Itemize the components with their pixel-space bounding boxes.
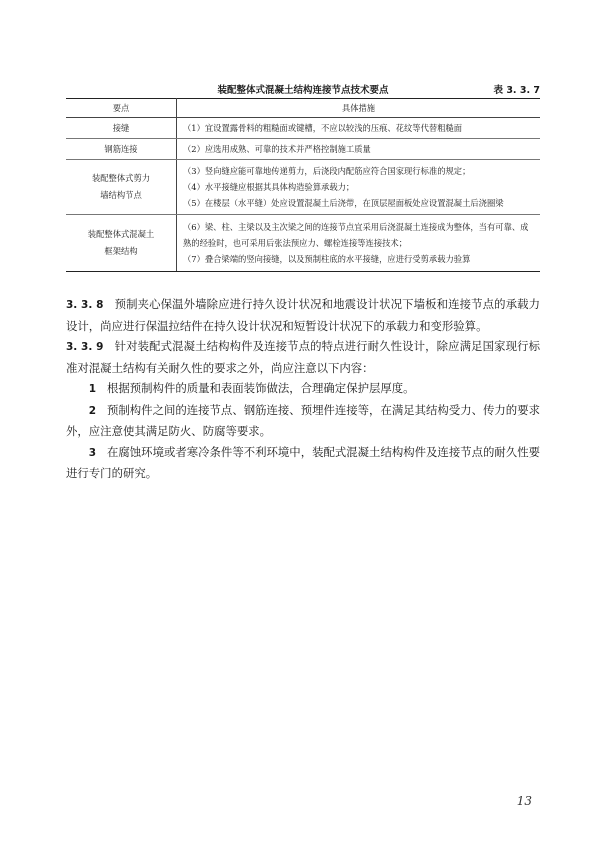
item-number: 1 [88,383,97,395]
header-measures: 具体措施 [177,99,541,118]
table-row [66,139,540,160]
item-number: 3 [88,446,97,459]
clause-3-3-8 [66,294,540,336]
detail-line: （5）在楼层（水平缝）处应设置混凝土后浇带，在顶层屋面板处应设置混凝土后浇圈梁 [183,198,504,208]
item-text: 在腐蚀环境或者寒冷条件等不利环境中，装配式混凝土结构构件及连接节点的耐久性要进行专门的研究。 [66,444,540,480]
row-detail [177,139,541,160]
page-number: 13 [516,794,532,808]
table-number: 表 3. 3. 7 [493,85,540,96]
table-caption [66,82,540,98]
technical-points-table [66,98,540,272]
detail-line: （4）水平接缝应根据其具体构造验算承载力； [183,182,355,192]
row-detail [177,160,541,215]
row-point [66,160,177,215]
table-title: 装配整体式混凝土结构连接节点技术要点 [217,85,389,96]
table-row [66,118,540,139]
detail-line: （2）应选用成熟、可靠的技术并严格控制施工质量 [183,144,371,154]
detail-line: （7）叠合梁端的竖向接缝，以及预制柱底的水平接缝，应进行受剪承载力验算 [183,254,471,264]
row-point [66,215,177,272]
row-point: 钢筋连接 [66,139,177,160]
clause-3-3-9 [66,336,540,378]
table-header-row [66,99,540,118]
point-line: 装配整体式剪力 [91,173,151,183]
detail-line: （3）竖向缝应能可靠地传递剪力，后浇段内配筋应符合国家现行标准的规定； [183,166,471,176]
point-line: 装配整体式混凝土 [87,229,155,239]
row-detail [177,215,541,272]
point-line: 墙结构节点 [100,190,142,200]
detail-line: （1）宜设置露骨料的粗糙面或键槽，不应以较浅的压痕、花纹等代替粗糙面 [183,123,463,133]
header-point: 要点 [66,99,177,118]
table-row [66,160,540,215]
detail-line: （6）梁、柱、主梁以及主次梁之间的连接节点宜采用后浇混凝土连接成为整体，当有可靠、成熟的经验时，也可采用后张法预应力、螺栓连接等连接技术； [183,222,529,248]
item-text: 预制构件之间的连接节点、钢筋连接、预埋件连接等，在满足其结构受力、传力的要求外，应注意使其满足防火、防腐等要求。 [66,402,540,438]
item-text: 根据预制构件的质量和表面装饰做法，合理确定保护层厚度。 [106,381,415,395]
point-line: 框架结构 [104,246,138,256]
body-text [66,294,540,484]
clause-number: 3. 3. 9 [66,341,104,353]
row-detail [177,118,541,139]
row-point: 接缝 [66,118,177,139]
clause-text: 预制夹心保温外墙除应进行持久设计状况和地震设计状况下墙板和连接节点的承载力设计，尚应进行保温拉结件在持久设计状况和短暂设计状况下的承载力和变形验算。 [66,297,540,333]
clause-text: 针对装配式混凝土结构构件及连接节点的特点进行耐久性设计，除应满足国家现行标准对混凝土结构有关耐久性的要求之外，尚应注意以下内容： [66,339,540,375]
item-number: 2 [88,404,97,417]
clause-number: 3. 3. 8 [66,299,104,311]
list-item [66,442,540,484]
list-item [66,400,540,442]
list-item [66,378,540,400]
table-row [66,215,540,272]
